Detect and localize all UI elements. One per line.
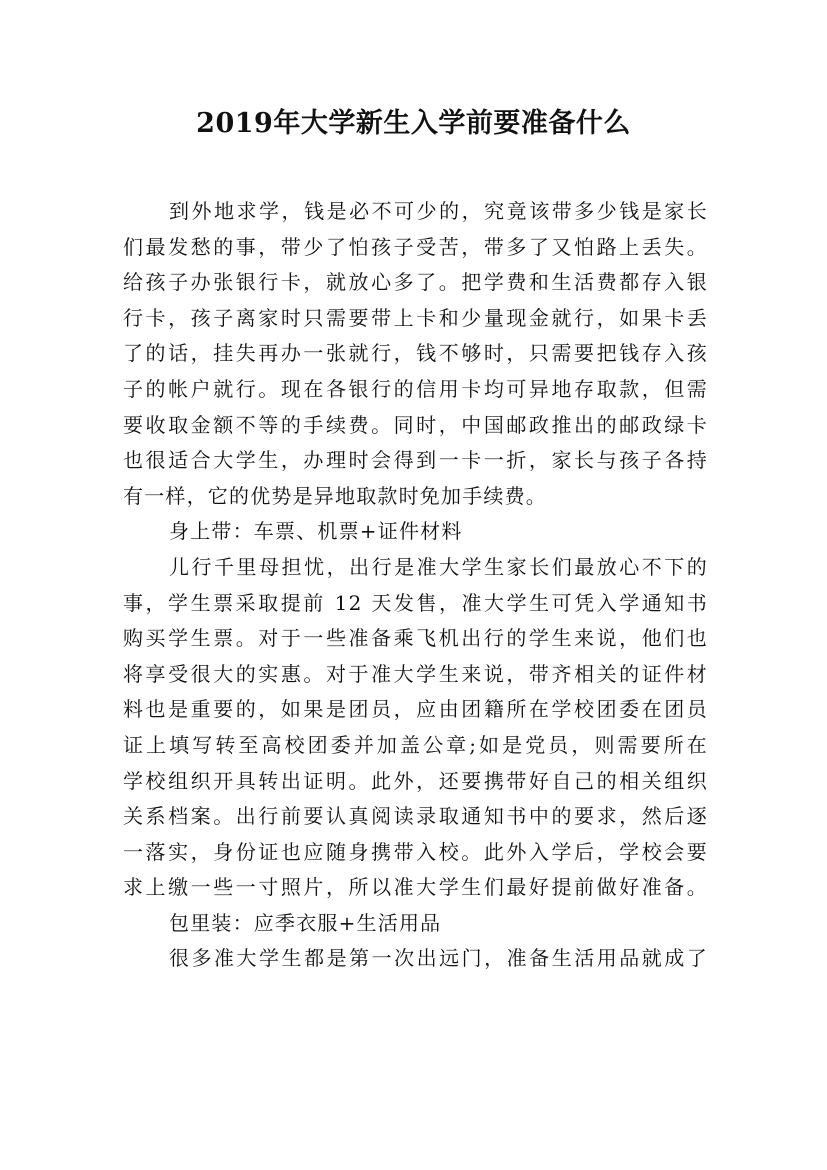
document-body <box>123 194 708 977</box>
paragraph-line: 了的话，挂失再办一张就行，钱不够时，只需要把钱存入孩 <box>123 341 708 366</box>
section-heading: 包里装：应季衣服+生活用品 <box>169 910 442 935</box>
paragraph-line: 事，学生票采取提前 12 天发售，准大学生可凭入学通知书 <box>123 590 708 615</box>
paragraph-line: 料也是重要的，如果是团员，应由团籍所在学校团委在团员 <box>123 697 708 722</box>
paragraph-line: 购买学生票。对于一些准备乘飞机出行的学生来说，他们也 <box>123 626 708 651</box>
paragraph-line: 们最发愁的事，带少了怕孩子受苦，带多了又怕路上丢失。 <box>123 234 708 259</box>
paragraph-line: 要收取金额不等的手续费。同时，中国邮政推出的邮政绿卡 <box>123 412 708 437</box>
document-title: 2019年大学新生入学前要准备什么 <box>196 108 631 139</box>
paragraph-line: 给孩子办张银行卡，就放心多了。把学费和生活费都存入银 <box>123 270 708 295</box>
paragraph-line: 关系档案。出行前要认真阅读录取通知书中的要求，然后逐 <box>123 804 708 829</box>
paragraph-line: 很多准大学生都是第一次出远门，准备生活用品就成了 <box>169 946 708 971</box>
paragraph-line: 儿行千里母担忧，出行是准大学生家长们最放心不下的 <box>169 554 708 579</box>
section-heading: 身上带：车票、机票+证件材料 <box>169 519 463 544</box>
paragraph-line: 学校组织开具转出证明。此外，还要携带好自己的相关组织 <box>123 768 708 793</box>
paragraph-line: 到外地求学，钱是必不可少的，究竟该带多少钱是家长 <box>169 199 708 223</box>
paragraph-line: 有一样，它的优势是异地取款时免加手续费。 <box>123 483 547 508</box>
paragraph-line: 一落实，身份证也应随身携带入校。此外入学后，学校会要 <box>123 839 708 864</box>
paragraph-line: 将享受很大的实惠。对于准大学生来说，带齐相关的证件材 <box>123 661 708 686</box>
paragraph-line: 也很适合大学生，办理时会得到一卡一折，家长与孩子各持 <box>123 448 708 473</box>
paragraph-line: 子的帐户就行。现在各银行的信用卡均可异地存取款，但需 <box>123 376 708 401</box>
paragraph-line: 求上缴一些一寸照片，所以准大学生们最好提前做好准备。 <box>123 875 708 900</box>
paragraph-line: 行卡，孩子离家时只需要带上卡和少量现金就行，如果卡丢 <box>123 305 708 330</box>
paragraph-line: 证上填写转至高校团委并加盖公章;如是党员，则需要所在 <box>123 732 708 757</box>
